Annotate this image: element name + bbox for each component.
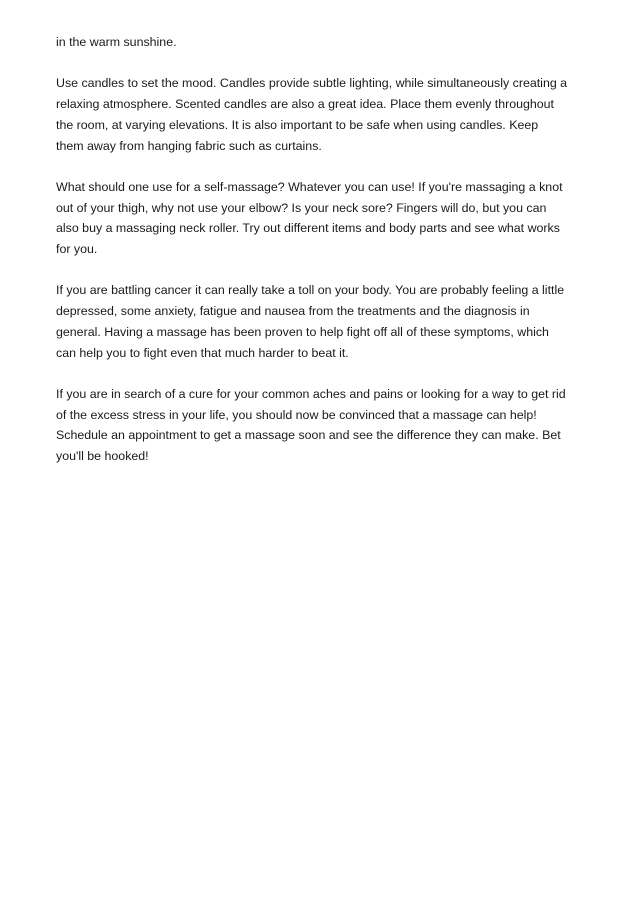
paragraph-self-massage: What should one use for a self-massage? Whatever you can use! If you're massaging a knot out of your thigh, why not use your elbow? Is your neck sore? Fingers will do, but you can also buy a massaging neck roller. Try out different items and body parts and see what works for you. [56,179,563,256]
document-body [56,32,596,487]
paragraph-candles: Use candles to set the mood. Candles provide subtle lighting, while simultaneously creating a relaxing atmosphere. Scented candles are also a great idea. Place them evenly throughout the room, at varying elevations. It is also important to be safe when using candles. Keep them away from hanging fabric such as curtains. [56,76,568,153]
paragraph-cancer: If you are battling cancer it can really take a toll on your body. You are probably feeling a little depressed, some anxiety, fatigue and nausea from the treatments and the diagnosis in general. Having a massage has been proven to help fight off all of these symptoms, which can help you to fight even that much harder to beat it. [56,283,565,360]
paragraph-conclusion: If you are in search of a cure for your common aches and pains or looking for a way to get rid of the excess stress in your life, you should now be convinced that a massage can help! Schedule an appointment to get a massage soon and see the difference they can make. Bet you'll be hooked! [56,386,566,463]
paragraph-continuation: in the warm sunshine. [56,35,177,49]
